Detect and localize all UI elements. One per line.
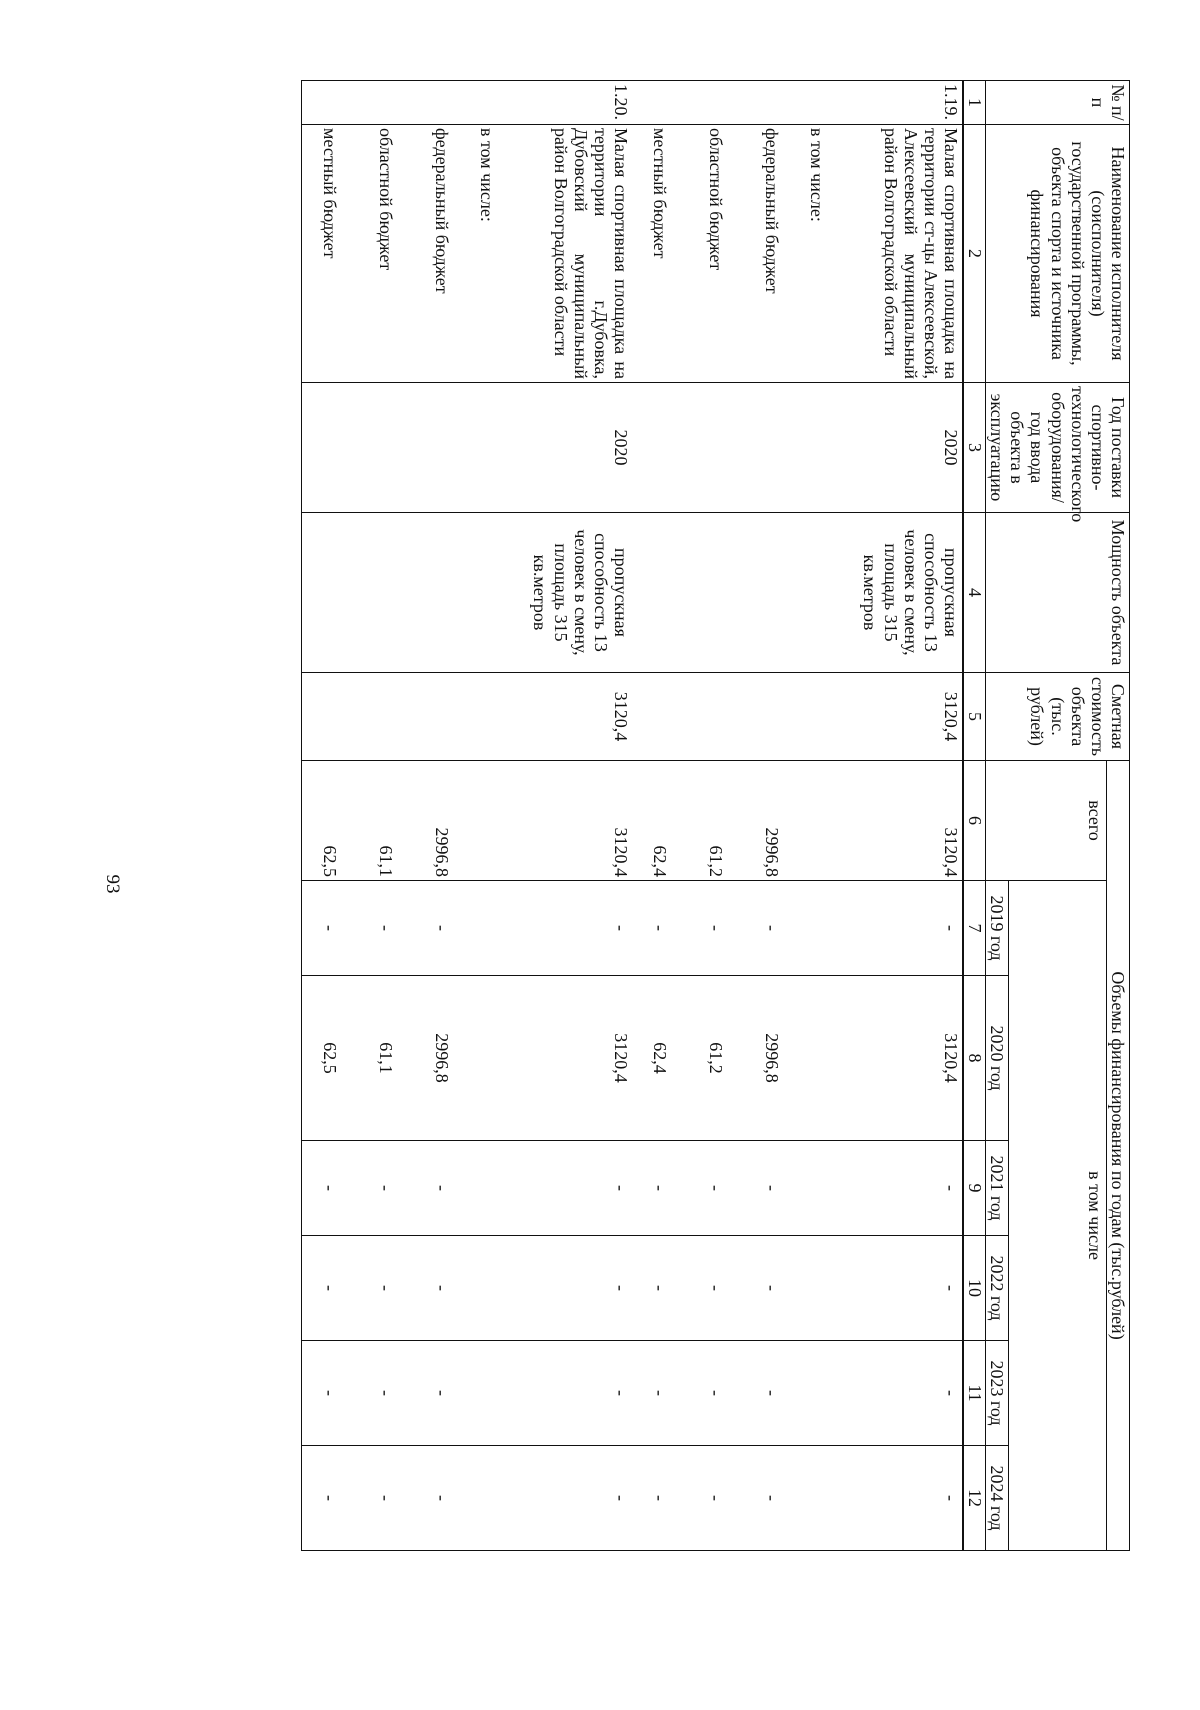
source-2023: - (744, 1341, 800, 1446)
header-num: № п/п (985, 81, 1129, 125)
funding-2023: - (498, 1341, 632, 1446)
table-row (744, 81, 800, 1551)
table-row (358, 81, 414, 1551)
funding-2019: - (828, 881, 963, 976)
col-number: 5 (963, 673, 985, 761)
source-2023: - (302, 1341, 359, 1446)
header-year: Год поставки спортивно-технологического оборудования/ год ввода объекта в эксплуатацию (985, 383, 1129, 513)
source-2024: - (302, 1446, 359, 1551)
column-number-row (963, 81, 985, 1551)
table-body (302, 81, 964, 1551)
source-2022: - (632, 1236, 688, 1341)
source-2023: - (414, 1341, 470, 1446)
header-capacity: Мощность объекта (985, 513, 1129, 673)
header-year-2022: 2022 год (985, 1236, 1008, 1341)
funding-2021: - (498, 1141, 632, 1236)
header-year-2020: 2020 год (985, 976, 1008, 1141)
source-2024: - (688, 1446, 744, 1551)
source-name: областной бюджет (688, 125, 744, 383)
source-2020: 2996,8 (414, 976, 470, 1141)
source-2023: - (632, 1341, 688, 1446)
table-row (828, 81, 963, 1551)
table-row (414, 81, 470, 1551)
source-2020: 61,1 (358, 976, 414, 1141)
source-2020: 2996,8 (744, 976, 800, 1141)
source-total: 2996,8 (744, 761, 800, 881)
object-year: 2020 (828, 383, 963, 513)
source-2021: - (744, 1141, 800, 1236)
source-2019: - (744, 881, 800, 976)
header-funding: Объемы финансирования по годам (тыс.рублей) (1106, 761, 1129, 1551)
source-2022: - (688, 1236, 744, 1341)
object-name: Малая спортивная площадка на территории г.Дубовка, Дубовский муниципальный район Волгоградской области (498, 125, 632, 383)
table-row (302, 81, 359, 1551)
funding-2024: - (828, 1446, 963, 1551)
source-2019: - (688, 881, 744, 976)
col-number: 10 (963, 1236, 985, 1341)
source-2020: 62,4 (632, 976, 688, 1141)
header-year-2023: 2023 год (985, 1341, 1008, 1446)
col-number: 6 (963, 761, 985, 881)
source-name: федеральный бюджет (414, 125, 470, 383)
header-name: Наименование исполнителя (соисполнителя) государственной программы, объекта спорта и источника финансирования (985, 125, 1129, 383)
funding-2020: 3120,4 (498, 976, 632, 1141)
funding-table (301, 80, 1130, 1551)
col-number: 9 (963, 1141, 985, 1236)
table-row (470, 81, 498, 1551)
funding-total: 3120,4 (828, 761, 963, 881)
col-number: 2 (963, 125, 985, 383)
object-capacity: пропускная способность 13 человек в смену, площадь 315 кв.метров (498, 513, 632, 673)
source-total: 61,2 (688, 761, 744, 881)
table-row (688, 81, 744, 1551)
col-number: 1 (963, 81, 985, 125)
funding-2021: - (828, 1141, 963, 1236)
source-2023: - (688, 1341, 744, 1446)
source-2019: - (302, 881, 359, 976)
source-2021: - (302, 1141, 359, 1236)
source-2021: - (688, 1141, 744, 1236)
source-2022: - (744, 1236, 800, 1341)
page-number: 93 (102, 874, 123, 894)
object-name: Малая спортивная площадка на территории ст-цы Алексеевской, Алексеевский муниципальный район Волгоградской области (828, 125, 963, 383)
source-2021: - (632, 1141, 688, 1236)
source-total: 2996,8 (414, 761, 470, 881)
source-name: областной бюджет (358, 125, 414, 383)
table-header (963, 81, 1129, 1551)
row-num: 1.20. (498, 81, 632, 125)
source-2023: - (358, 1341, 414, 1446)
funding-2020: 3120,4 (828, 976, 963, 1141)
col-number: 12 (963, 1446, 985, 1551)
object-capacity: пропускная способность 13 человек в смену, площадь 315 кв.метров (828, 513, 963, 673)
source-2022: - (358, 1236, 414, 1341)
header-total: всего (985, 761, 1106, 881)
funding-2024: - (498, 1446, 632, 1551)
source-2022: - (414, 1236, 470, 1341)
funding-2023: - (828, 1341, 963, 1446)
source-2019: - (632, 881, 688, 976)
header-estimate: Сметная стоимость объекта (тыс. рублей) (985, 673, 1129, 761)
rotated-page-content (90, 80, 1130, 1550)
row-num: 1.19. (828, 81, 963, 125)
funding-2019: - (498, 881, 632, 976)
header-year-2019: 2019 год (985, 881, 1008, 976)
source-2020: 62,5 (302, 976, 359, 1141)
col-number: 8 (963, 976, 985, 1141)
source-2024: - (744, 1446, 800, 1551)
including-label: в том числе: (470, 125, 498, 383)
table-row (632, 81, 688, 1551)
source-2020: 61,2 (688, 976, 744, 1141)
source-name: федеральный бюджет (744, 125, 800, 383)
source-name: местный бюджет (632, 125, 688, 383)
col-number: 4 (963, 513, 985, 673)
col-number: 7 (963, 881, 985, 976)
object-estimate: 3120,4 (828, 673, 963, 761)
funding-total: 3120,4 (498, 761, 632, 881)
source-2019: - (358, 881, 414, 976)
including-label: в том числе: (800, 125, 828, 383)
funding-2022: - (498, 1236, 632, 1341)
table-row (800, 81, 828, 1551)
source-2024: - (632, 1446, 688, 1551)
source-2019: - (414, 881, 470, 976)
object-year: 2020 (498, 383, 632, 513)
source-2024: - (414, 1446, 470, 1551)
source-total: 62,4 (632, 761, 688, 881)
table-row (498, 81, 632, 1551)
source-2021: - (358, 1141, 414, 1236)
funding-2022: - (828, 1236, 963, 1341)
source-total: 62,5 (302, 761, 359, 881)
header-year-2021: 2021 год (985, 1141, 1008, 1236)
col-number: 11 (963, 1341, 985, 1446)
header-including: в том числе (1009, 881, 1107, 1551)
source-2024: - (358, 1446, 414, 1551)
source-name: местный бюджет (302, 125, 359, 383)
header-year-2024: 2024 год (985, 1446, 1008, 1551)
object-estimate: 3120,4 (498, 673, 632, 761)
source-2022: - (302, 1236, 359, 1341)
source-2021: - (414, 1141, 470, 1236)
col-number: 3 (963, 383, 985, 513)
source-total: 61,1 (358, 761, 414, 881)
